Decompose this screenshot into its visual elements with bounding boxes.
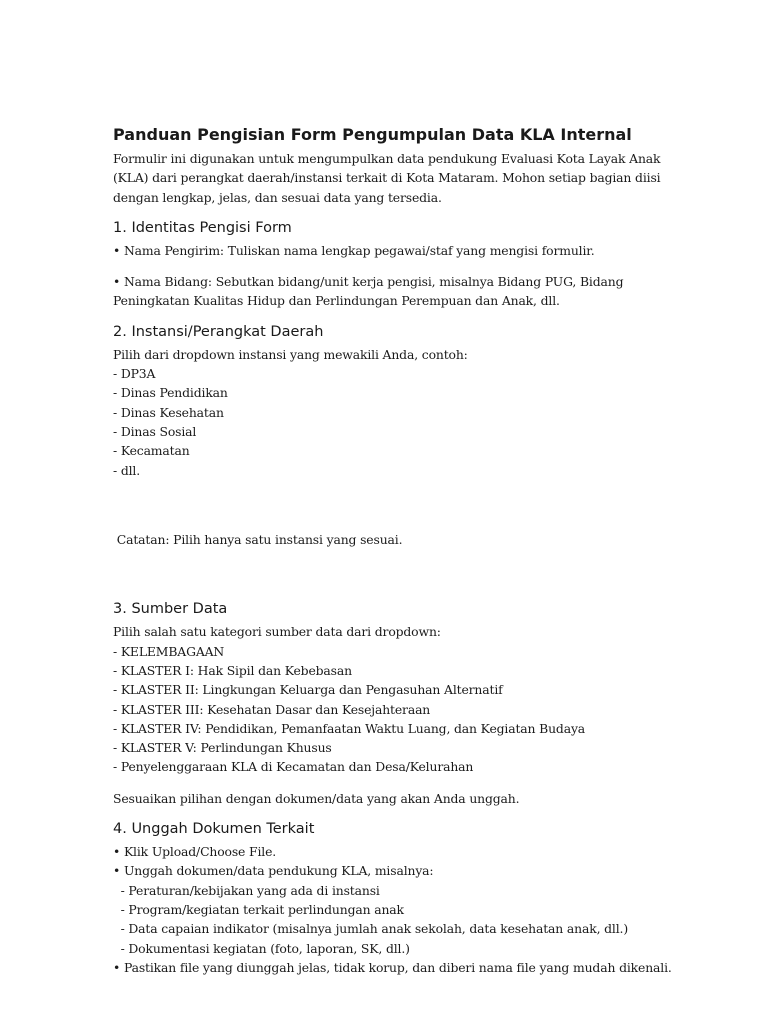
- section2-note: [113, 492, 673, 588]
- list-item: • Unggah dokumen/data pendukung KLA, misalnya:: [113, 863, 434, 879]
- list-item: - KELEMBAGAAN: [113, 643, 225, 659]
- sub-list-item: - Data capaian indikator (misalnya jumlah anak sekolah, data kesehatan anak, dll.): [113, 921, 629, 937]
- list-item: - Dinas Sosial: [113, 423, 197, 439]
- intro-line: Formulir ini digunakan untuk mengumpulkan data pendukung Evaluasi Kota Layak Anak: [113, 151, 661, 166]
- list-item: • Klik Upload/Choose File.: [113, 844, 277, 860]
- section3-note: [113, 789, 673, 808]
- intro-paragraph: [113, 149, 673, 207]
- note-text: Sesuaikan pilihan dengan dokumen/data yang akan Anda unggah.: [113, 790, 520, 806]
- list-item: - KLASTER IV: Pendidikan, Pemanfaatan Waktu Luang, dan Kegiatan Budaya: [113, 720, 586, 736]
- list-item: - DP3A: [113, 366, 156, 382]
- list-item: - Dinas Kesehatan: [113, 404, 224, 420]
- section1-heading: 1. Identitas Pengisi Form: [113, 219, 292, 236]
- list-item-continuation: Peningkatan Kualitas Hidup dan Perlindungan Perempuan dan Anak, dll.: [113, 293, 560, 309]
- list-item: - KLASTER II: Lingkungan Keluarga dan Pengasuhan Alternatif: [113, 682, 503, 698]
- list-item: - Dinas Pendidikan: [113, 385, 228, 401]
- list-item: - dll.: [113, 462, 141, 478]
- section4-list: [113, 842, 673, 977]
- section2-list: [113, 345, 673, 480]
- sub-list-item: - Program/kegiatan terkait perlindungan anak: [113, 901, 404, 917]
- list-item: - KLASTER I: Hak Sipil dan Kebebasan: [113, 662, 352, 678]
- list-item: • Nama Bidang: Sebutkan bidang/unit kerja pengisi, misalnya Bidang PUG, Bidang: [113, 274, 624, 290]
- section3-list: [113, 622, 673, 776]
- list-item: - KLASTER III: Kesehatan Dasar dan Kesejahteraan: [113, 701, 431, 717]
- note-text: Catatan: Pilih hanya satu instansi yang sesuai.: [113, 532, 403, 548]
- list-item: • Nama Pengirim: Tuliskan nama lengkap pegawai/staf yang mengisi formulir.: [113, 242, 595, 258]
- document-title: Panduan Pengisian Form Pengumpulan Data KLA Internal: [113, 125, 632, 144]
- section2-intro: Pilih dari dropdown instansi yang mewakili Anda, contoh:: [113, 346, 468, 362]
- document-page: [113, 125, 673, 977]
- list-item: - Kecamatan: [113, 443, 190, 459]
- sub-list-item: - Dokumentasi kegiatan (foto, laporan, SK, dll.): [113, 940, 410, 956]
- section3-heading: 3. Sumber Data: [113, 601, 228, 618]
- list-item: • Pastikan file yang diunggah jelas, tidak korup, dan diberi nama file yang mudah dikenali.: [113, 959, 672, 975]
- section4-heading: 4. Unggah Dokumen Terkait: [113, 821, 315, 838]
- intro-line: (KLA) dari perangkat daerah/instansi terkait di Kota Mataram. Mohon setiap bagian diisi: [113, 170, 661, 186]
- sub-list-item: - Peraturan/kebijakan yang ada di instansi: [113, 882, 380, 898]
- list-item: - KLASTER V: Perlindungan Khusus: [113, 740, 332, 756]
- list-item: - Penyelenggaraan KLA di Kecamatan dan Desa/Kelurahan: [113, 759, 474, 775]
- section1-pengirim: [113, 241, 673, 260]
- section3-intro: Pilih salah satu kategori sumber data dari dropdown:: [113, 624, 441, 640]
- intro-line: dengan lengkap, jelas, dan sesuai data yang tersedia.: [113, 189, 442, 205]
- section2-heading: 2. Instansi/Perangkat Daerah: [113, 323, 324, 340]
- section1-bidang: [113, 272, 673, 311]
